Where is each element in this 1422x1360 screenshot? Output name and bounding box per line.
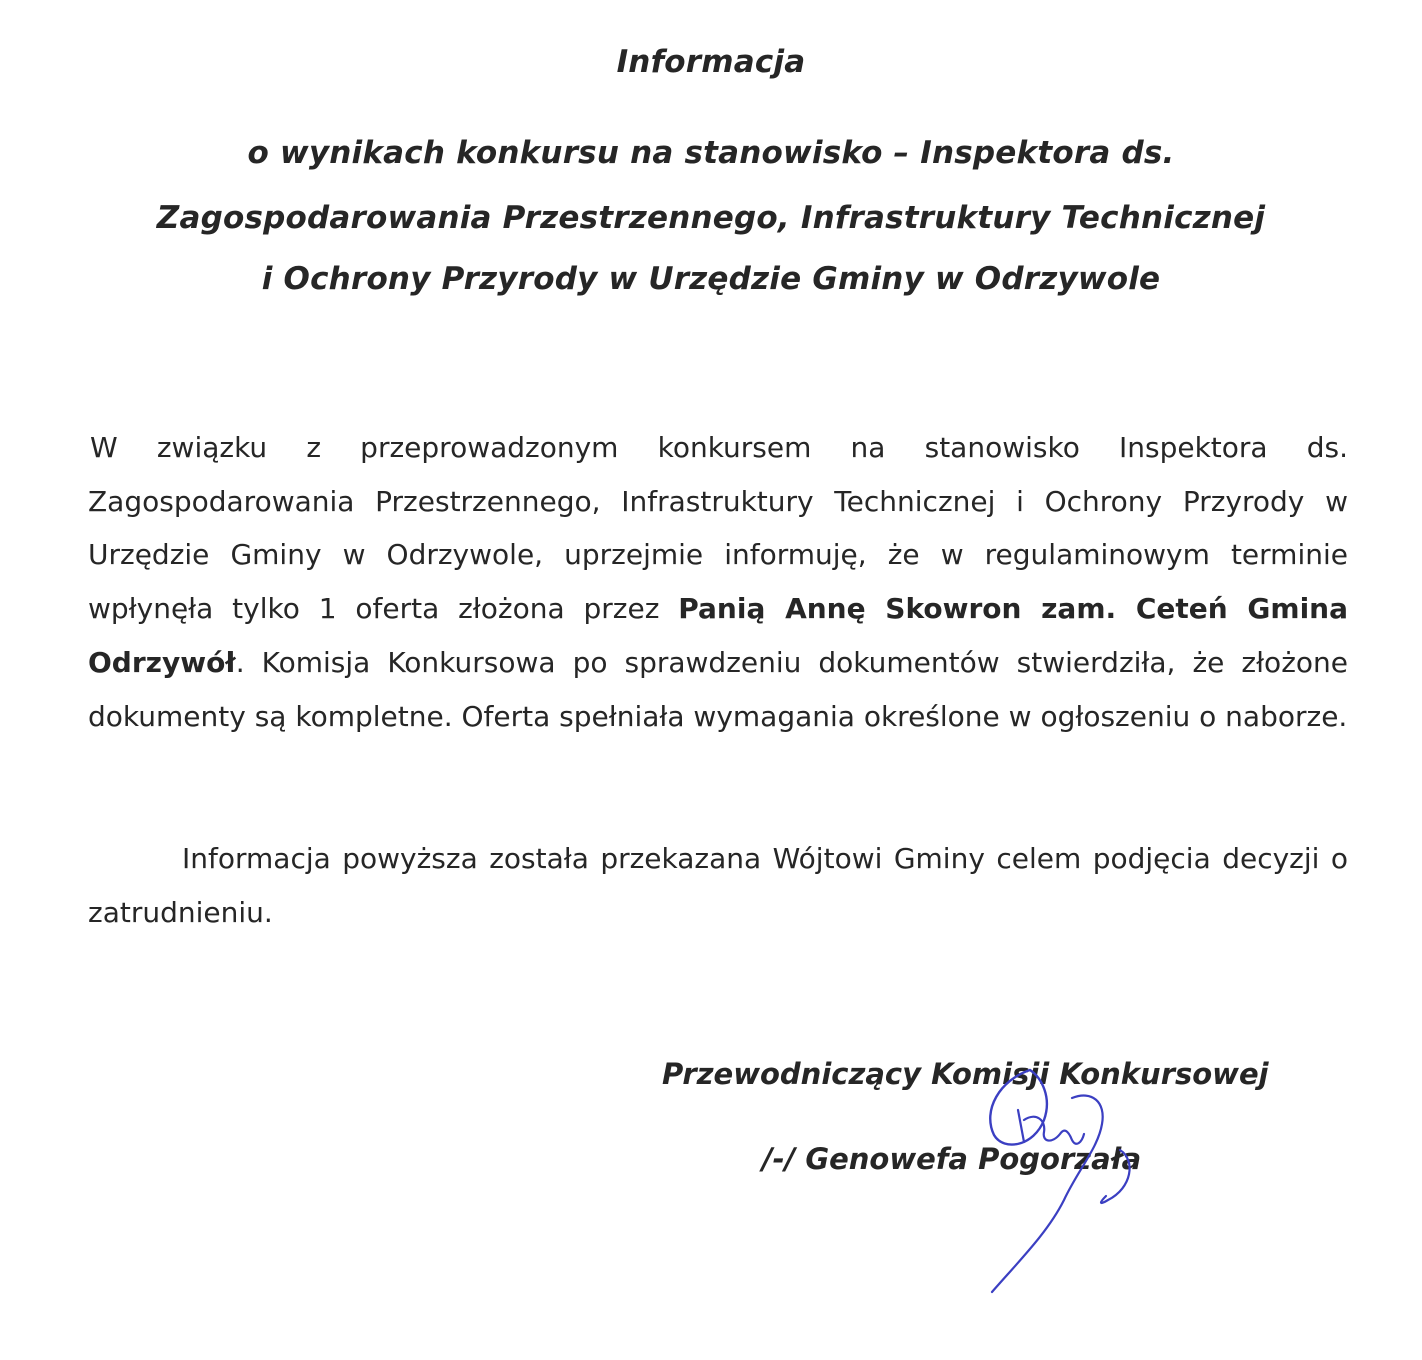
document-title: Informacja (616, 44, 806, 80)
paragraph-main (88, 421, 1348, 743)
signatory-name: /-/ Genowefa Pogorzała (762, 1142, 1142, 1176)
signature-stroke-flourish (992, 1096, 1103, 1292)
paragraph-closing: Informacja powyższa została przekazana Wójtowi Gminy celem podjęcia decyzji o zatrudnieniu. (88, 842, 1348, 929)
subtitle-line-1: o wynikach konkursu na stanowisko – Inspektora ds. (247, 135, 1175, 171)
signatory-role: Przewodniczący Komisji Konkursowej (662, 1057, 1269, 1091)
subtitle-line-2: Zagospodarowania Przestrzennego, Infrastruktury Technicznej (156, 200, 1266, 236)
signature-stroke-letters (1018, 1110, 1084, 1144)
subtitle-line-3: i Ochrony Przyrody w Urzędzie Gminy w Odrzywole (261, 261, 1161, 297)
applicant-name: Panią Annę Skowron zam. Ceteń Gmina Odrzywół (88, 592, 1348, 679)
paragraph-main-text-after: . Komisja Konkursowa po sprawdzeniu dokumentów stwierdziła, że złożone dokumenty są kompletne. Oferta spełniała wymagania określone w ogłoszeniu o naborze. (88, 645, 1348, 733)
paragraph-main-text-before: W związku z przeprowadzonym konkursem na stanowisko Inspektora ds. Zagospodarowania Przestrzennego, Infrastruktury Technicznej i Ochrony Przyrody w Urzędzie Gminy w Odrzywole, uprzejmie informuję, że w regulaminowym terminie wpłynęła tylko 1 oferta złożona przez (88, 431, 1348, 626)
